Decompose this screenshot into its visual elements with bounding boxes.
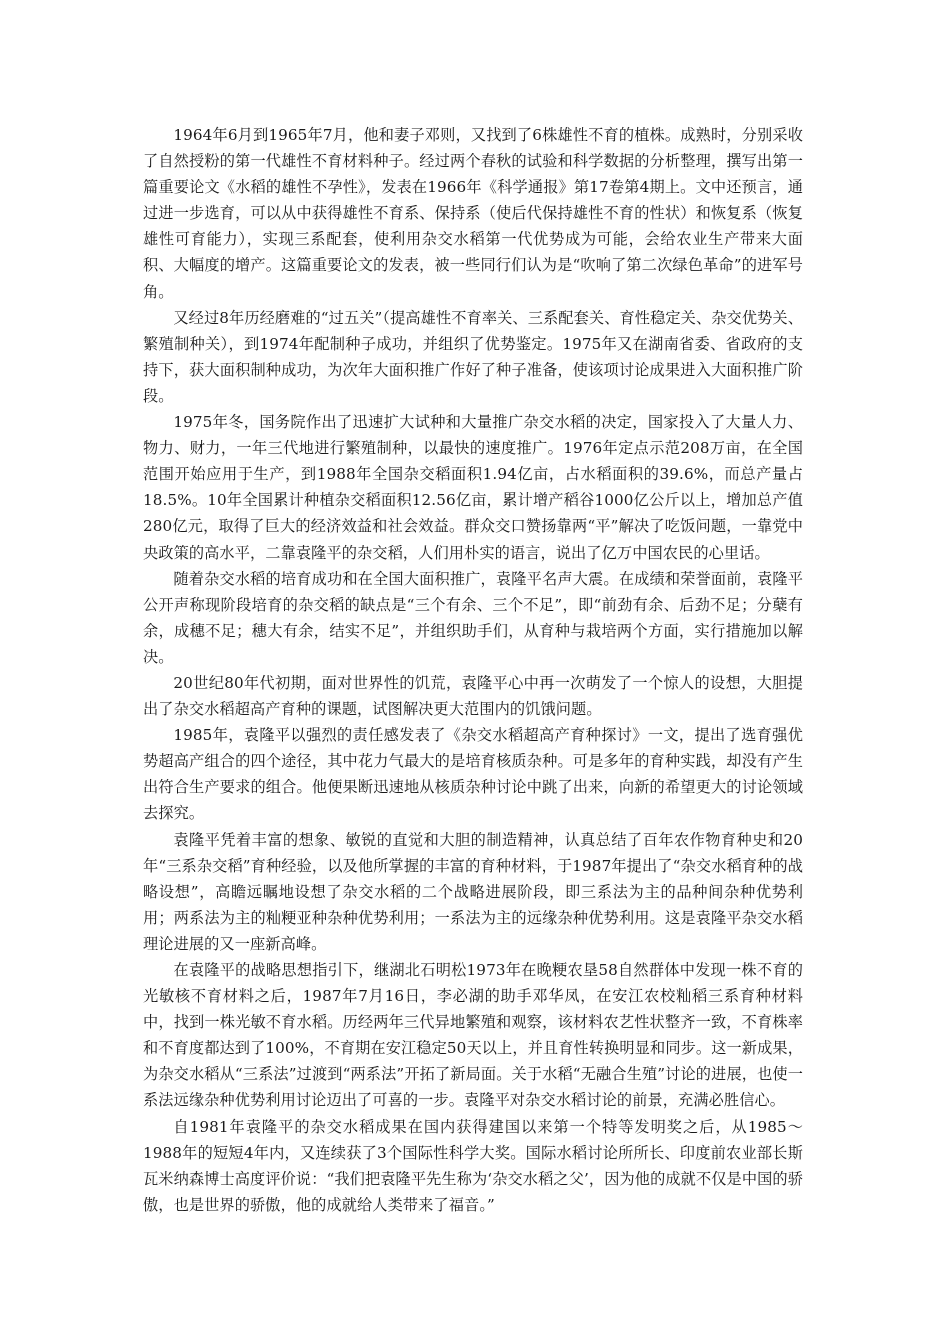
paragraph-4: 随着杂交水稻的培育成功和在全国大面积推广，袁隆平名声大震。在成绩和荣誉面前，袁隆平公开声称现阶段培育的杂交稻的缺点是“三个有余、三个不足”，即“前劲有余、后劲不足；分蘖有余，成穗不足；穗大有余，结实不足”，并组织助手们，从育种与栽培两个方面，实行措施加以解决。 <box>143 569 803 666</box>
paragraph-3: 1975年冬，国务院作出了迅速扩大试种和大量推广杂交水稻的决定，国家投入了大量人力、物力、财力，一年三代地进行繁殖制种，以最快的速度推广。1976年定点示范208万亩，在全国范围开始应用于生产，到1988年全国杂交稻面积1.94亿亩，占水稻面积的39.6%，而总产量占18.5%。10年全国累计种植杂交稻面积12.56亿亩，累计增产稻谷1000亿公斤以上，增加总产值280亿元，取得了巨大的经济效益和社会效益。群众交口赞扬靠两“平”解决了吃饭问题，一靠党中央政策的高水平，二靠袁隆平的杂交稻，人们用朴实的语言，说出了亿万中国农民的心里话。 <box>143 413 803 562</box>
paragraph-7: 袁隆平凭着丰富的想象、敏锐的直觉和大胆的制造精神，认真总结了百年农作物育种史和20年“三系杂交稻”育种经验，以及他所掌握的丰富的育种材料，于1987年提出了“杂交水稻育种的战略设想”，高瞻远瞩地设想了杂交水稻的二个战略进展阶段，即三系法为主的品种间杂种优势利用；两系法为主的籼粳亚种杂种优势利用；一系法为主的远缘杂种优势利用。这是袁隆平杂交水稻理论进展的又一座新高峰。 <box>143 830 803 953</box>
paragraph-5: 20世纪80年代初期，面对世界性的饥荒，袁隆平心中再一次萌发了一个惊人的设想，大胆提出了杂交水稻超高产育种的课题，试图解决更大范围内的饥饿问题。 <box>143 673 803 719</box>
paragraph-8: 在袁隆平的战略思想指引下，继湖北石明松1973年在晚粳农垦58自然群体中发现一株不育的光敏核不育材料之后，1987年7月16日，李必湖的助手邓华凤，在安江农校籼稻三系育种材料中，找到一株光敏不育水稻。历经两年三代异地繁殖和观察，该材料农艺性状整齐一致，不育株率和不育度都达到了100%，不育期在安江稳定50天以上，并且育性转换明显和同步。这一新成果，为杂交水稻从“三系法”过渡到“两系法”开拓了新局面。关于水稻“无融合生殖”讨论的进展，也使一系法远缘杂种优势利用讨论迈出了可喜的一步。袁隆平对杂交水稻讨论的前景，充满必胜信心。 <box>143 961 803 1110</box>
document-page <box>143 122 803 1218</box>
paragraph-2: 又经过8年历经磨难的“过五关”（提高雄性不育率关、三系配套关、育性稳定关、杂交优势关、繁殖制种关），到1974年配制种子成功，并组织了优势鉴定。1975年又在湖南省委、省政府的支持下，获大面积制种成功，为次年大面积推广作好了种子准备，使该项讨论成果进入大面积推广阶段。 <box>143 308 803 405</box>
paragraph-6: 1985年，袁隆平以强烈的责任感发表了《杂交水稻超高产育种探讨》一文，提出了选育强优势超高产组合的四个途径，其中花力气最大的是培育核质杂种。可是多年的育种实践，却没有产生出符合生产要求的组合。他便果断迅速地从核质杂种讨论中跳了出来，向新的希望更大的讨论领域去探究。 <box>143 726 803 823</box>
paragraph-9: 自1981年袁隆平的杂交水稻成果在国内获得建国以来第一个特等发明奖之后，从1985～1988年的短短4年内，又连续获了3个国际性科学大奖。国际水稻讨论所所长、印度前农业部长斯瓦米纳森博士高度评价说：“我们把袁隆平先生称为‘杂交水稻之父’，因为他的成就不仅是中国的骄傲，也是世界的骄傲，他的成就给人类带来了福音。” <box>143 1117 803 1214</box>
paragraph-1: 1964年6月到1965年7月，他和妻子邓则，又找到了6株雄性不育的植株。成熟时，分别采收了自然授粉的第一代雄性不育材料种子。经过两个春秋的试验和科学数据的分析整理，撰写出第一篇重要论文《水稻的雄性不孕性》，发表在1966年《科学通报》第17卷第4期上。文中还预言，通过进一步选育，可以从中获得雄性不育系、保持系（使后代保持雄性不育的性状）和恢复系（恢复雄性可育能力），实现三系配套，使利用杂交水稻第一代优势成为可能，会给农业生产带来大面积、大幅度的增产。这篇重要论文的发表，被一些同行们认为是“吹响了第二次绿色革命”的进军号角。 <box>143 126 803 301</box>
